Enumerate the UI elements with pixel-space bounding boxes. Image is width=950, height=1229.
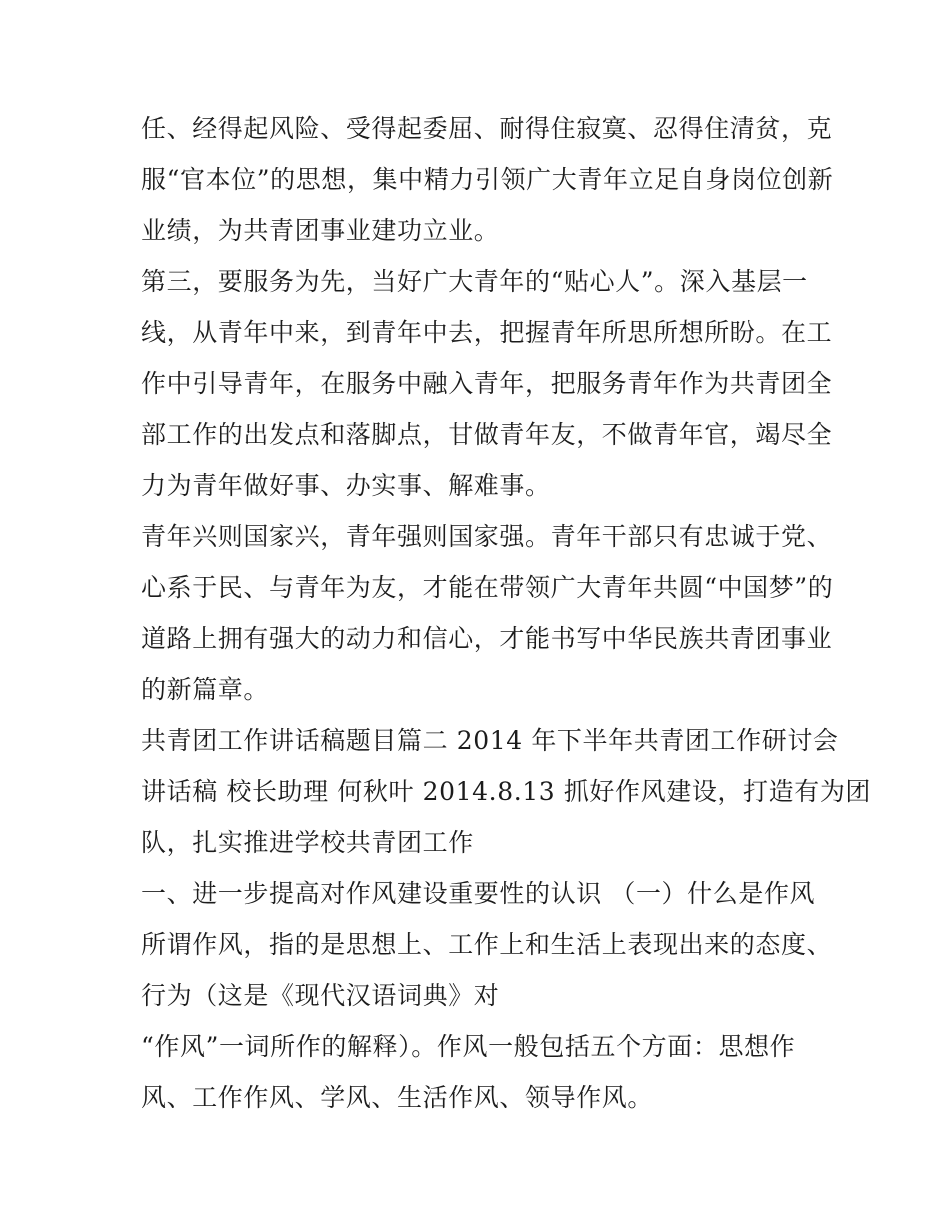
text-line: 作中引导青年，在服务中融入青年，把服务青年作为共青团全	[141, 369, 833, 398]
text-line: “作风”一词所作的解释）。作风一般包括五个方面：思想作	[141, 1032, 796, 1061]
text-line: 任、经得起风险、受得起委屈、耐得住寂寞、忍得住清贫，克	[141, 114, 833, 143]
text-line: 一、进一步提高对作风建设重要性的认识 （一）什么是作风	[141, 879, 816, 908]
text-line: 第三，要服务为先，当好广大青年的“贴心人”。深入基层一	[141, 267, 808, 296]
text-line: 道路上拥有强大的动力和信心，才能书写中华民族共青团事业	[141, 624, 833, 653]
text-line: 服“官本位”的思想，集中精力引领广大青年立足自身岗位创新	[141, 165, 834, 194]
text-line: 线，从青年中来，到青年中去，把握青年所思所想所盼。在工	[141, 318, 833, 347]
text-line: 青年兴则国家兴，青年强则国家强。青年干部只有忠诚于党、	[141, 522, 833, 551]
text-line: 队，扎实推进学校共青团工作	[141, 828, 474, 857]
text-line: 力为青年做好事、办实事、解难事。	[141, 471, 551, 500]
text-line: 共青团工作讲话稿题目篇二 2014 年下半年共青团工作研讨会	[141, 726, 839, 755]
text-line: 的新篇章。	[141, 675, 270, 704]
text-line: 部工作的出发点和落脚点，甘做青年友，不做青年官，竭尽全	[141, 420, 833, 449]
text-line: 行为（这是《现代汉语词典》对	[141, 981, 500, 1010]
text-line: 业绩，为共青团事业建功立业。	[141, 216, 500, 245]
text-line: 所谓作风，指的是思想上、工作上和生活上表现出来的态度、	[141, 930, 833, 959]
text-line: 心系于民、与青年为友，才能在带领广大青年共圆“中国梦”的	[141, 573, 834, 602]
text-line: 讲话稿 校长助理 何秋叶 2014.8.13 抓好作风建设，打造有为团	[141, 777, 872, 806]
text-line: 风、工作作风、学风、生活作风、领导作风。	[141, 1083, 654, 1112]
